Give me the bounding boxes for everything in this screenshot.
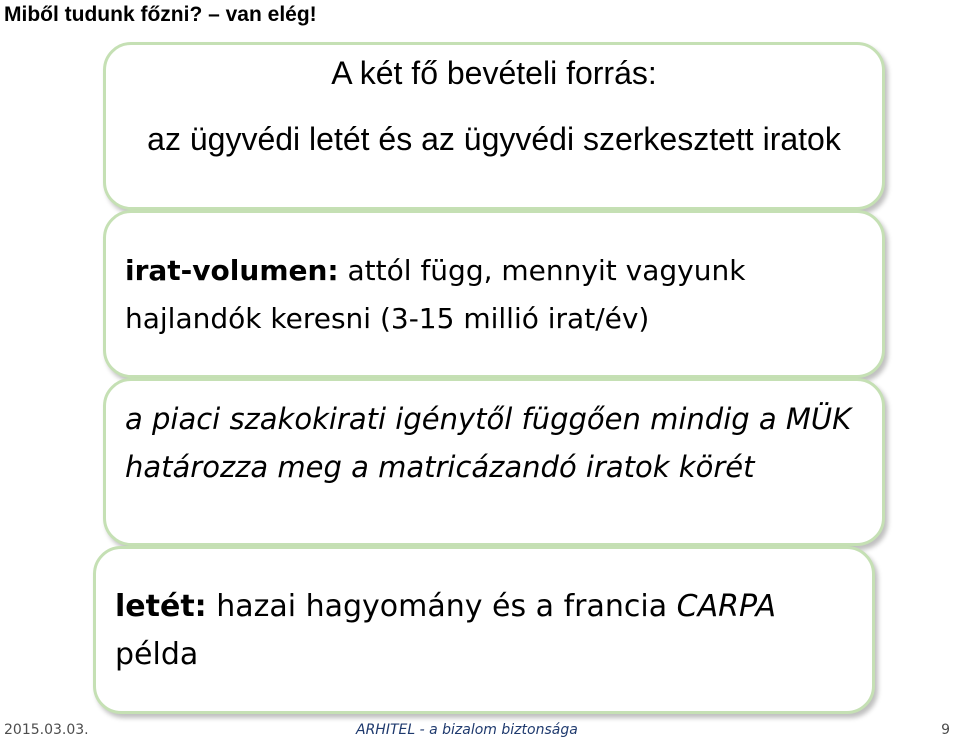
slide-title: Miből tudunk főzni? – van elég! — [4, 3, 317, 26]
document-volume-text — [125, 247, 872, 343]
muk-documents-box — [103, 378, 885, 546]
escrow-box — [93, 546, 875, 714]
escrow-body: hazai hagyomány és a francia — [206, 589, 677, 624]
escrow-text — [115, 583, 862, 679]
escrow-carpa: CARPA — [676, 589, 777, 624]
document-volume-label: irat-volumen: — [125, 254, 339, 287]
muk-documents-text: a piaci szakokirati igénytől függően mindig a MÜK határozza meg a matricázandó iratok körét — [125, 402, 852, 484]
revenue-sources-box — [103, 42, 885, 210]
revenue-sources-heading: A két fő bevételi forrás: — [331, 55, 657, 91]
footer-date: 2015.03.03. — [4, 722, 89, 738]
document-volume-box — [103, 210, 885, 378]
footer-center-text: ARHITEL - a bizalom biztonsága — [356, 722, 578, 738]
document-volume-body: attól függ, mennyit vagyunk hajlandók keresni (3-15 millió irat/év) — [125, 254, 746, 335]
footer-page-number: 9 — [941, 722, 950, 738]
revenue-sources-text: az ügyvédi letét és az ügyvédi szerkesztett iratok — [147, 121, 841, 157]
escrow-label: letét: — [115, 589, 207, 624]
escrow-body-end: példa — [115, 637, 199, 672]
